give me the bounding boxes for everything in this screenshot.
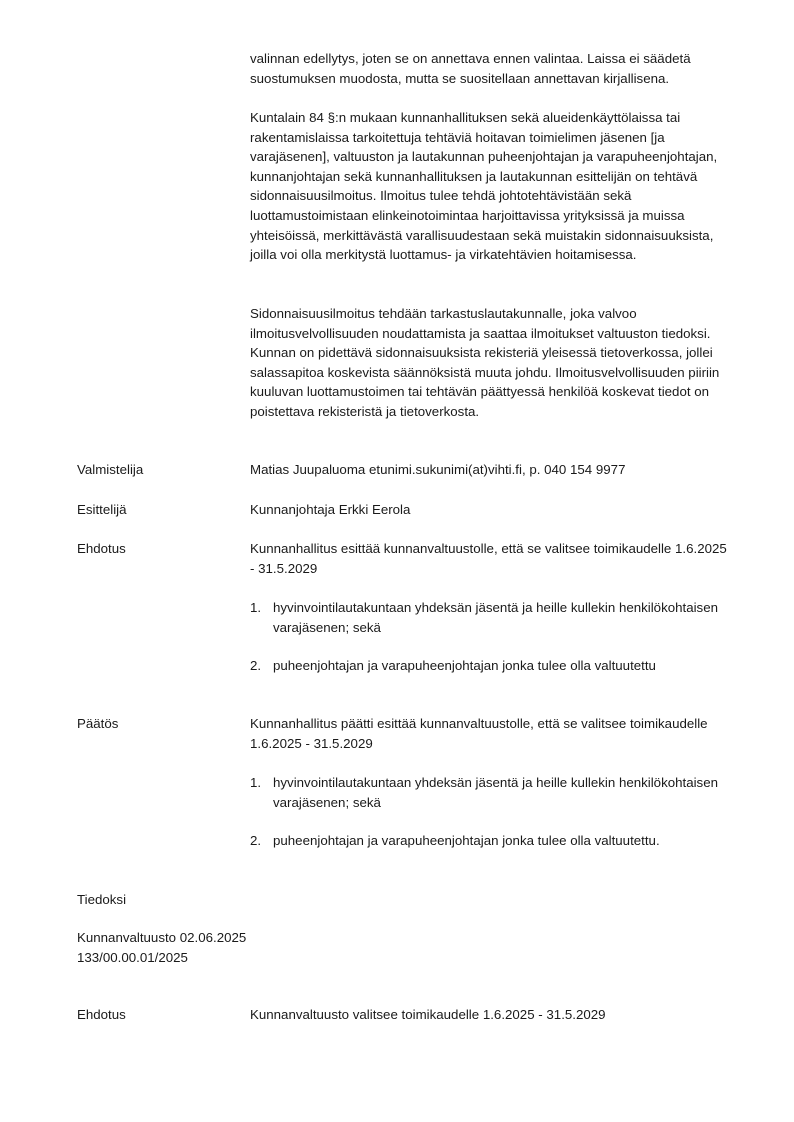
kunnanvaltuusto-header [77,928,246,967]
list-text: puheenjohtajan ja varapuheenjohtajan jonka tulee olla valtuutettu. [273,833,660,848]
ehdotus-text: Kunnanhallitus esittää kunnanvaltuustolle, että se valitsee toimikaudelle 1.6.2025 - 31.5.2029 [250,541,727,576]
ehdotus-valtuusto-text: Kunnanvaltuusto valitsee toimikaudelle 1.6.2025 - 31.5.2029 [250,1007,606,1022]
list-number: 1. [250,600,262,615]
paragraph-sidonnaisuus: Sidonnaisuusilmoitus tehdään tarkastuslautakunnalle, joka valvoo ilmoitusvelvollisuuden noudattamista ja saattaa ilmoitukset valtuuston tiedoksi. Kunnan on pidettävä sidonnaisuuksista rekisteriä yleisessä tietoverkossa, jollei salassapitoa koskevista säännöksistä muuta johdu. Ilmoitusvelvollisuuden piiriin kuuluvan luottamustoimen tai tehtävän päättyessä henkilöä koskevat tiedot on poistettava rekisteristä ja tietoverkosta. [250,306,720,419]
paatos-label: Päätös [77,716,119,731]
list-text: puheenjohtajan ja varapuheenjohtajan jonka tulee olla valtuutettu [273,658,656,673]
ehdotus-valtuusto-label: Ehdotus [77,1007,126,1022]
paatos-list-item [250,773,730,812]
kunnanvaltuusto-record-number: 133/00.00.01/2025 [77,949,188,965]
paatos-list-item [250,831,730,851]
list-number: 1. [250,775,262,790]
list-number: 2. [250,658,262,673]
ehdotus-list-item [250,598,730,637]
esittelija-value: Kunnanjohtaja Erkki Eerola [250,502,411,517]
valmistelija-value: Matias Juupaluoma etunimi.sukunimi(at)vihti.fi, p. 040 154 9977 [250,462,626,477]
paatos-text: Kunnanhallitus päätti esittää kunnanvaltuustolle, että se valitsee toimikaudelle 1.6.2025 - 31.5.2029 [250,716,708,751]
list-text: hyvinvointilautakuntaan yhdeksän jäsentä ja heille kullekin henkilökohtaisen varajäsenen; sekä [273,600,718,635]
ehdotus-list-item [250,656,730,676]
valmistelija-label: Valmistelija [77,462,144,477]
ehdotus-label: Ehdotus [77,541,126,556]
list-text: hyvinvointilautakuntaan yhdeksän jäsentä ja heille kullekin henkilökohtaisen varajäsenen; sekä [273,775,718,810]
kunnanvaltuusto-date: Kunnanvaltuusto 02.06.2025 [77,930,247,945]
paragraph-kuntalaki: Kuntalain 84 §:n mukaan kunnanhallituksen sekä alueidenkäyttölaissa tai rakentamislaissa tarkoitettuja tehtäviä hoitavan toimielimen jäsenen [ja varajäsenen], valtuuston ja lautakunnan puheenjohtajan ja varapuheenjohtajan, kunnanjohtajan sekä kunnanhallituksen ja lautakunnan esittelijän on tehtävä sidonnaisuusilmoitus. Ilmoitus tulee tehdä johtotehtävistään sekä luottamustoimistaan elinkeinotoimintaa harjoittavissa yrityksissä ja muissa yhteisöissä, merkittävästä varallisuudestaan sekä muistakin sidonnaisuuksista, joilla voi olla merkitystä luottamus- ja virkatehtävien hoitamisessa. [250,110,718,263]
tiedoksi-heading: Tiedoksi [77,892,127,907]
esittelija-label: Esittelijä [77,502,127,517]
paragraph-intro: valinnan edellytys, joten se on annettava ennen valintaa. Laissa ei säädetä suostumuksen muodosta, mutta se suositellaan annettavan kirjallisena. [250,51,691,86]
list-number: 2. [250,833,262,848]
